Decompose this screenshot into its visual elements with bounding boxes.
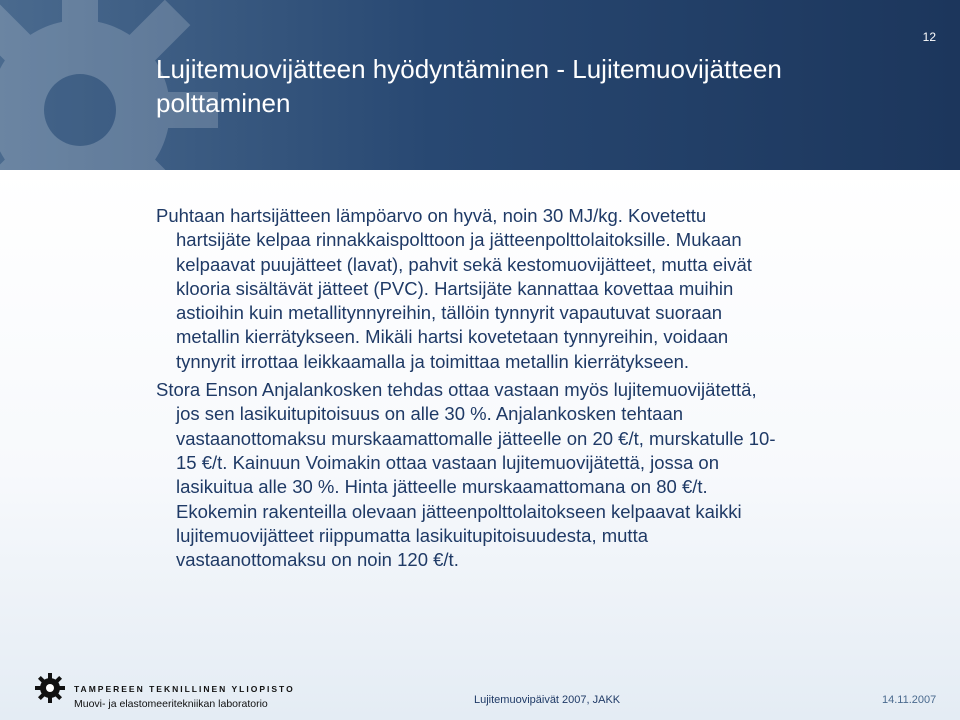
text-line: tynnyrit irrottaa leikkaamalla ja toimittaa metallin kierrätykseen.	[176, 350, 690, 372]
paragraph-hartsijate	[156, 204, 876, 374]
slide-content	[156, 204, 876, 576]
footer-university: TAMPEREEN TEKNILLINEN YLIOPISTO	[74, 684, 295, 694]
university-logo-icon	[34, 672, 66, 704]
footer-date: 14.11.2007	[882, 694, 937, 706]
text-line: lasikuitua alle 30 %. Hinta jätteelle murskaamattomana on 80 €/t.	[176, 476, 708, 498]
text-line: lujitemuovijätteet riippumatta lasikuitupitoisuudesta, mutta	[176, 524, 648, 546]
text-line: metallin kierrätykseen. Mikäli hartsi kovetetaan tynnyreihin, voidaan	[176, 326, 729, 348]
slide-header	[0, 0, 960, 170]
text-line: vastaanottomaksu on noin 120 €/t.	[176, 549, 459, 571]
text-line: 15 €/t. Kainuun Voimakin ottaa vastaan lujitemuovijätettä, jossa on	[176, 451, 720, 473]
text-line: jos sen lasikuitupitoisuus on alle 30 %. Anjalankosken tehtaan	[176, 403, 684, 425]
slide-number: 12	[922, 30, 936, 44]
paragraph-stora-enso	[156, 378, 876, 572]
text-line: vastaanottomaksu murskaamattomalle jätteelle on 20 €/t, murskatulle 10-	[176, 427, 776, 449]
text-line: kelpaavat puujätteet (lavat), pahvit sekä kestomuovijätteet, mutta eivät	[176, 253, 752, 275]
footer-event: Lujitemuovipäivät 2007, JAKK	[474, 694, 621, 706]
text-line: Ekokemin rakenteilla olevaan jätteenpolttolaitokseen kelpaavat kaikki	[176, 500, 742, 522]
text-line: klooria sisältävät jätteet (PVC). Hartsijäte kannattaa kovettaa muihin	[176, 277, 734, 299]
text-line: Puhtaan hartsijätteen lämpöarvo on hyvä, noin 30 MJ/kg. Kovetettu	[156, 205, 707, 226]
text-line: Stora Enson Anjalankosken tehdas ottaa vastaan myös lujitemuovijätettä,	[156, 379, 757, 401]
slide-title: Lujitemuovijätteen hyödyntäminen - Lujitemuovijätteen polttaminen	[156, 54, 782, 118]
text-line: hartsijäte kelpaa rinnakkaispolttoon ja jätteenpolttolaitoksille. Mukaan	[176, 229, 742, 251]
text-line: astioihin kuin metallitynnyreihin, tällöin tynnyrit vapautuvat suoraan	[176, 302, 723, 324]
footer-laboratory: Muovi- ja elastomeeritekniikan laboratorio	[74, 698, 268, 710]
